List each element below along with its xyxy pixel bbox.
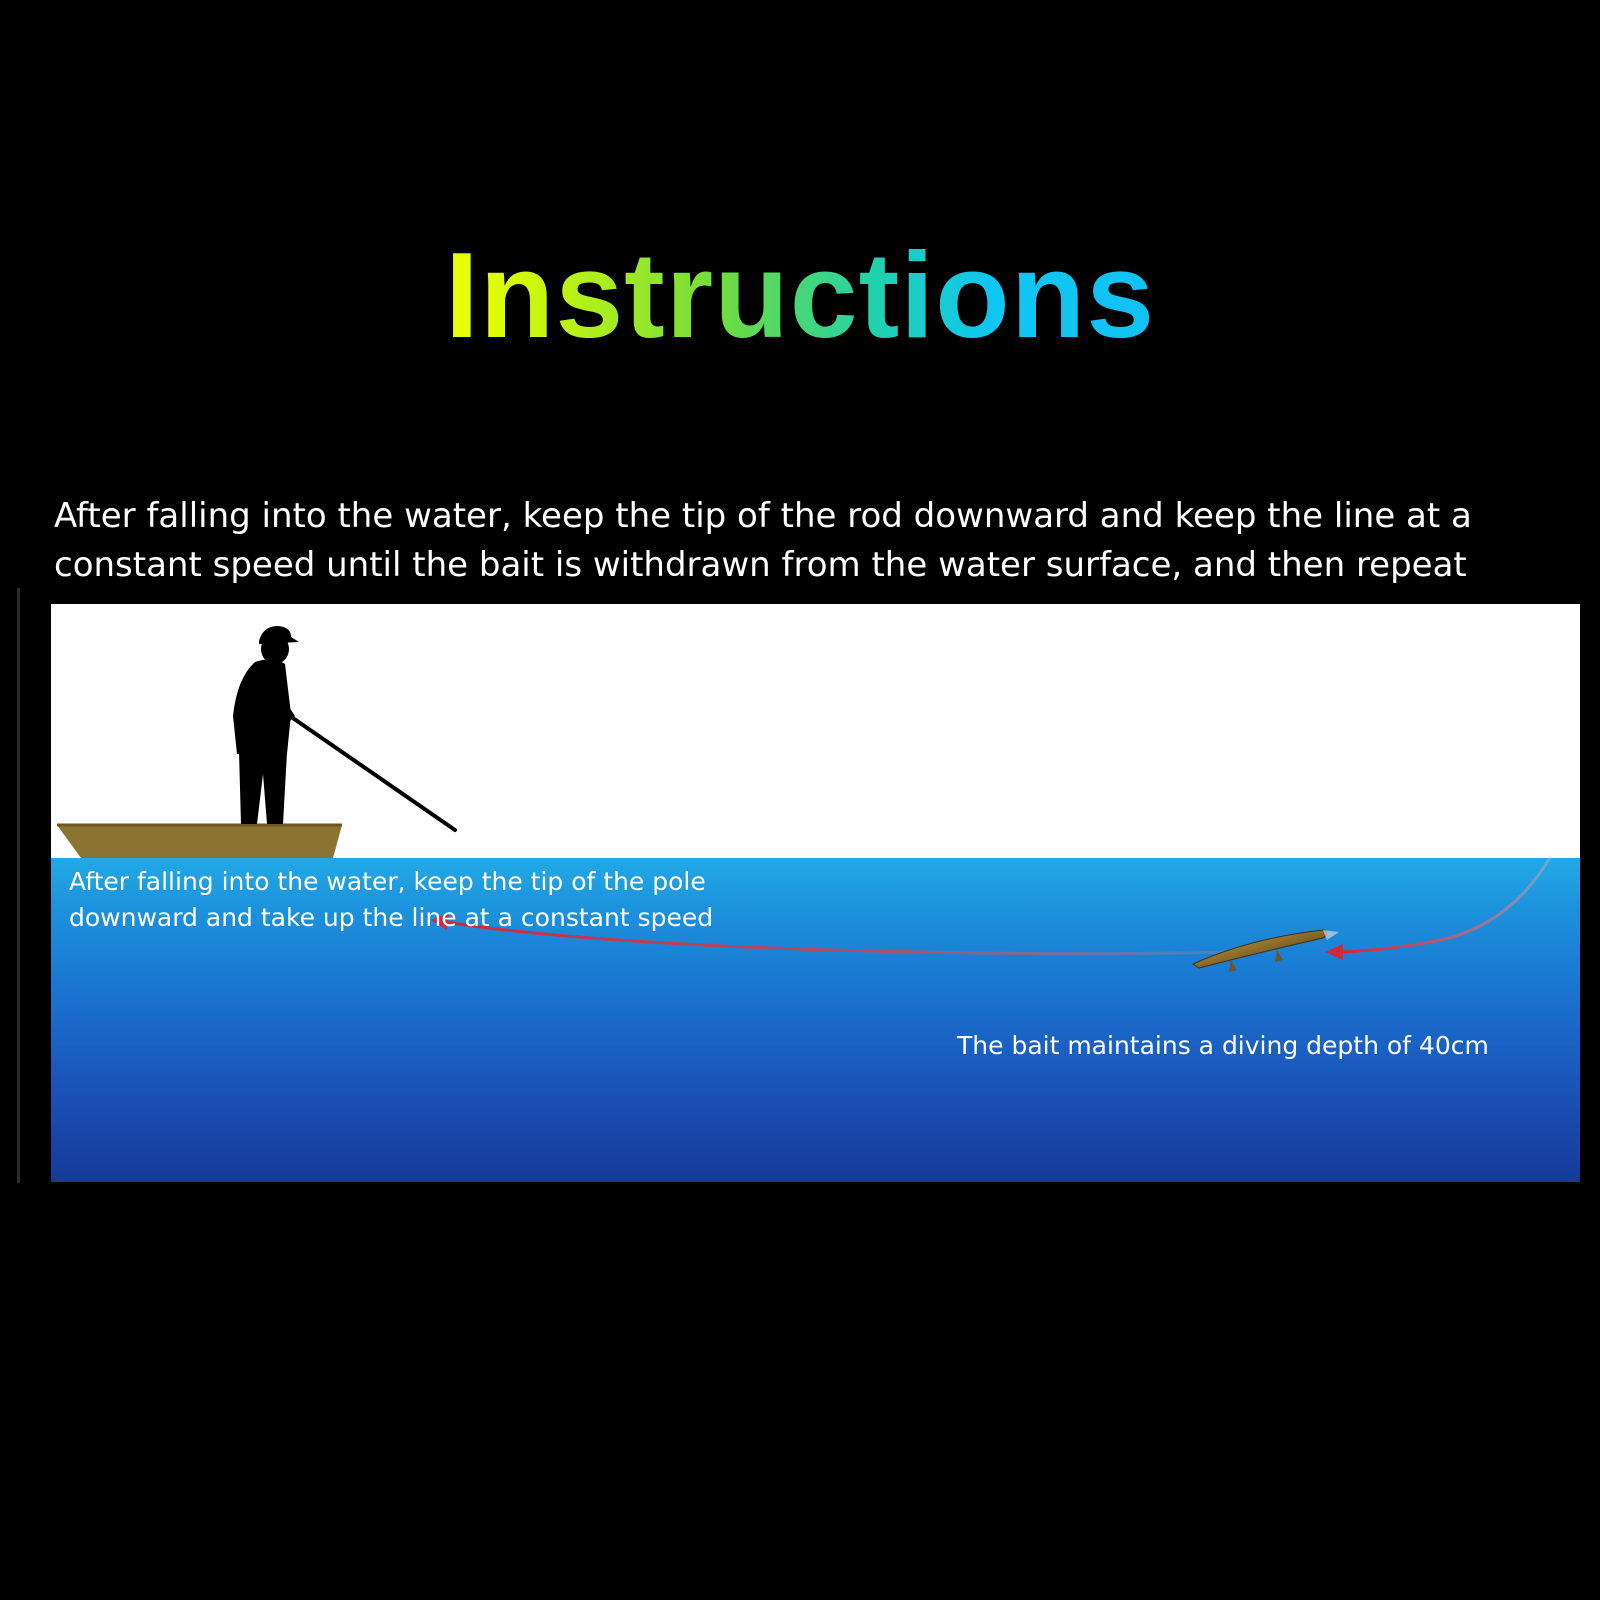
page-title: Instructions <box>0 225 1600 365</box>
fishing-rod-icon <box>287 714 455 830</box>
left-divider <box>17 588 20 1183</box>
depth-note-text: The bait maintains a diving depth of 40cm <box>957 1031 1489 1060</box>
cast-line-arrow-icon <box>1325 856 1551 960</box>
angler-silhouette-icon <box>233 626 299 824</box>
intro-text: After falling into the water, keep the tip of the rod downward and keep the line at a constant speed until the bait is withdrawn from the water surface, and then repeat <box>54 496 1472 585</box>
water-note-text: After falling into the water, keep the tip of the pole downward and take up the line at a constant speed <box>69 867 714 932</box>
retrieve-diagram <box>51 604 1580 1182</box>
boat-icon <box>57 825 342 858</box>
